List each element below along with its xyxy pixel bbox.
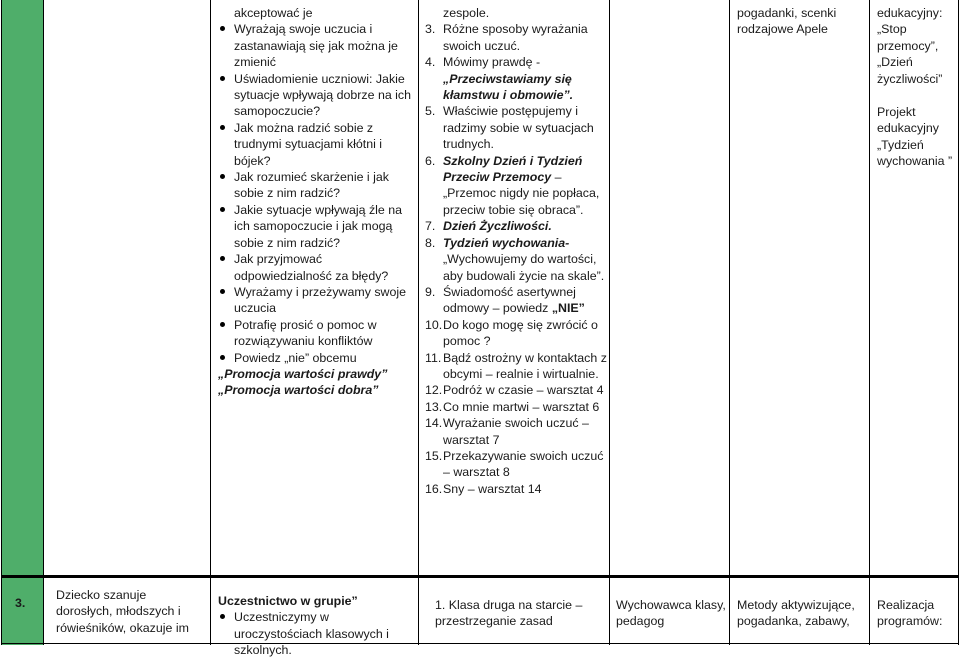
row-3-responsible: Wychowawca klasy, pedagog [616,598,726,629]
activity-item: 10. Do kogo mogę się zwrócić o pomoc ? [425,317,598,349]
activity-item: 15. Przekazywanie swoich uczuć – warsztat 8 [425,448,604,480]
projects-cell [877,5,957,170]
table-border [210,0,211,645]
goal-item: Uświadomienie uczniowi: Jakie sytuacje wpływają dobrze na ich samopoczucie? [218,71,413,120]
activity-item: 12. Podróż w czasie – warsztat 4 [425,383,604,398]
row-3-number: 3. [15,596,26,610]
activity-item: 6. Szkolny Dzień i Tydzień Przeciw Przemocy – „Przemoc nigdy nie popłaca, przeciw tobie się obraca”. [425,153,600,217]
activity-item: 9. Świadomość asertywnej odmowy – powiedz „NIE” [425,284,585,316]
goal-item: Jak przyjmować odpowiedzialność za błędy? [218,251,413,284]
methods-cell: pogadanki, scenki rodzajowe Apele [737,6,837,37]
row-3-activities [218,593,418,659]
row-2-number-cell [2,0,43,575]
row-3-item: Uczestniczymy w uroczystościach klasowych i szkolnych. [218,609,418,658]
goals-cell [218,5,413,399]
activity-item: 7. Dzień Życzliwości. [425,219,552,234]
goal-item: Jak rozumieć skarżenie i jak sobie z nim radzić? [218,169,413,202]
promo-line: „Promocja wartości dobra” [218,383,379,398]
table-border [729,0,730,645]
table-border [1,575,959,578]
row-3-goal: Dziecko szanuje dorosłych, młodszych i rówieśników, okazuje im [56,588,189,635]
row-3-topics: 1. Klasa druga na starcie – przestrzeganie zasad [435,598,583,629]
activity-item: 16. Sny – warsztat 14 [425,481,542,496]
table-border [43,0,44,645]
activity-item: 3. Różne sposoby wyrażania swoich uczuć. [425,22,588,53]
table-border [1,643,959,644]
goal-item: Potrafię prosić o pomoc w rozwiązywaniu konfliktów [218,317,413,350]
activity-item: 11. Bądź ostrożny w kontaktach z obcymi – realnie i wirtualnie. [425,350,607,381]
goal-line: akceptować je [234,6,313,20]
project-text: Projekt edukacyjny „Tydzień wychowania ” [877,105,953,169]
activity-continuation: zespole. [443,6,490,20]
goal-item: Jak można radzić sobie z trudnymi sytuacjami kłótni i bójek? [218,120,413,169]
table-border [1,0,2,645]
activity-item: 4. Mówimy prawdę - „Przeciwstawiamy się kłamstwu i obmowie”. [425,55,574,103]
table-border [869,0,870,645]
activity-item: 5. Właściwie postępujemy i radzimy sobie w sytuacjach trudnych. [425,104,594,152]
activity-item: 8. Tydzień wychowania- „Wychowujemy do wartości, aby budowali życie na skale”. [425,235,605,283]
goal-item: Wyrażamy i przeżywamy swoje uczucia [218,284,413,317]
promo-line: „Promocja wartości prawdy” [218,366,388,381]
project-text: edukacyjny: „Stop przemocy”, „Dzień życzliwości” [877,6,943,86]
table-border [418,0,419,645]
table-border [958,0,959,645]
activity-item: 13. Co mnie martwi – warsztat 6 [425,399,600,414]
row-3-number-cell [2,578,43,645]
goal-item: Powiedz „nie” obcemu [218,350,413,366]
row-3-methods: Metody aktywizujące, pogadanka, zabawy, [737,598,855,629]
goal-item: Wyrażają swoje uczucia i zastanawiają się jak można je zmienić [218,21,413,70]
activities-cell [425,5,610,497]
row-3-title: Uczestnictwo w grupie” [218,594,358,608]
activity-item: 14. Wyrażanie swoich uczuć – warsztat 7 [425,416,589,447]
goal-item: Jakie sytuacje wpływają źle na ich samopoczucie i jak mogą sobie z nim radzić? [218,202,413,251]
row-3-programs: Realizacja programów: [877,598,943,629]
